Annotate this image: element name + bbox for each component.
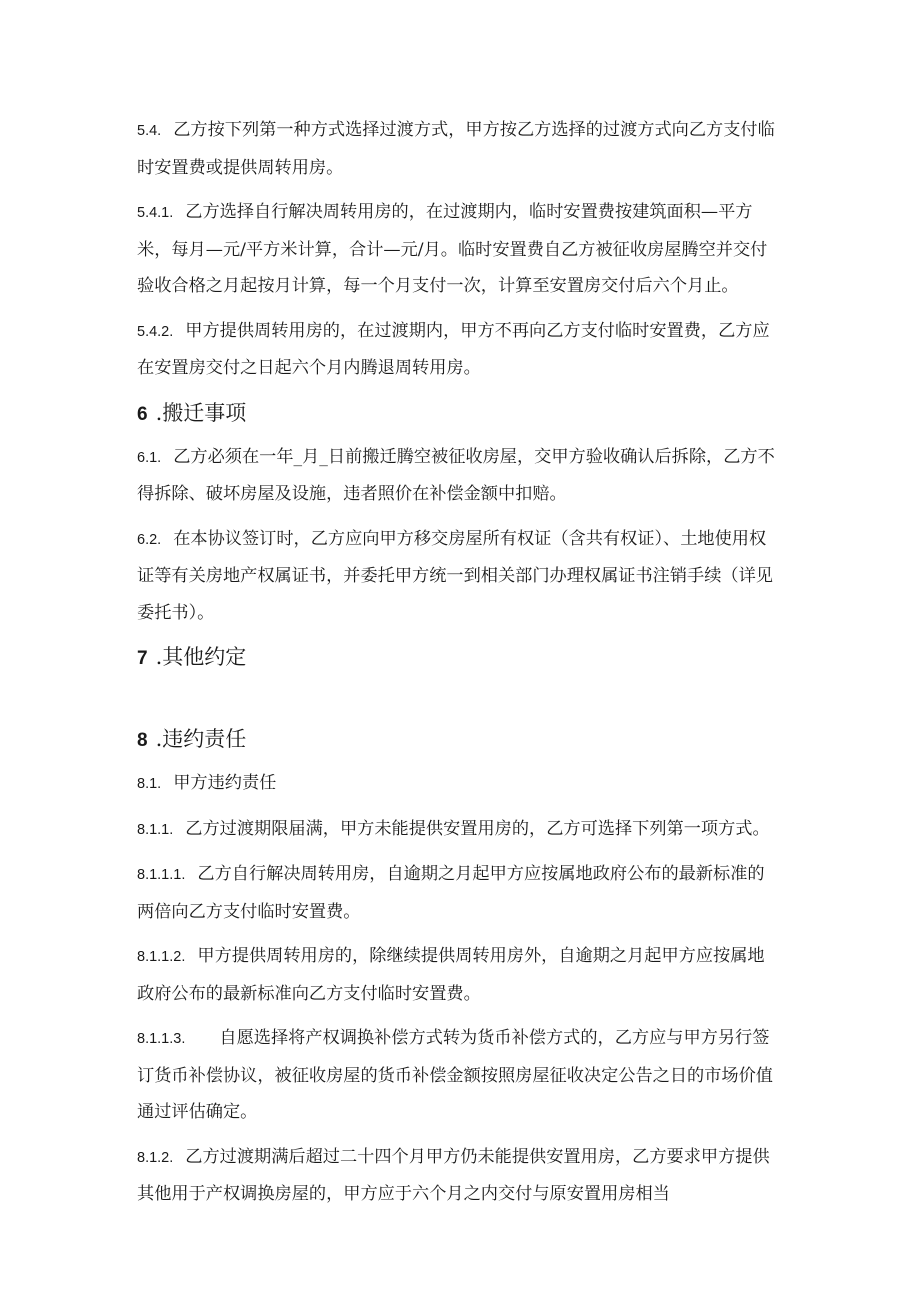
blank-space	[137, 683, 920, 721]
clause-number: 5.4.	[137, 123, 162, 139]
clause-text: 乙方自行解决周转用房，自逾期之月起甲方应按属地政府公布的最新标准的两倍向乙方支付临时安置费。	[137, 864, 765, 922]
clause-5-4-2	[137, 313, 777, 387]
section-title: .其他约定	[155, 645, 247, 669]
clause-5-4-1	[137, 194, 777, 305]
clause-text: 乙方选择自行解决周转用房的，在过渡期内，临时安置费按建筑面积—平方米，每月—元/平方米计算，合计—元/月。临时安置费自乙方被征收房屋腾空并交付验收合格之月起按月计算，每一个月支付一次，计算至安置房交付后六个月止。	[137, 202, 768, 296]
clause-8-1-1-1	[137, 856, 777, 930]
clause-text: 自愿选择将产权调换补偿方式转为货币补偿方式的，乙方应与甲方另行签订货币补偿协议，被征收房屋的货币补偿金额按照房屋征收决定公告之日的市场价值通过评估确定。	[137, 1028, 773, 1122]
section-number: 7	[137, 648, 148, 669]
section-heading-8	[137, 721, 777, 759]
section-heading-7	[137, 639, 777, 677]
section-title: .搬迁事项	[155, 400, 247, 425]
section-heading-6	[137, 395, 777, 433]
clause-8-1-1	[137, 811, 777, 849]
clause-text: 甲方提供周转用房的，在过渡期内，甲方不再向乙方支付临时安置费，乙方应在安置房交付之日起六个月内腾退周转用房。	[137, 320, 770, 378]
clause-number: 5.4.2.	[137, 323, 174, 340]
clause-number: 8.1.1.2.	[137, 949, 186, 965]
clause-8-1	[137, 765, 777, 803]
section-title: .违约责任	[155, 727, 247, 751]
clause-text: 甲方提供周转用房的，除继续提供周转用房外，自逾期之月起甲方应按属地政府公布的最新标准向乙方支付临时安置费。	[137, 946, 765, 1004]
clause-text: 乙方过渡期满后超过二十四个月甲方仍未能提供安置用房，乙方要求甲方提供其他用于产权调换房屋的，甲方应于六个月之内交付与原安置用房相当	[137, 1146, 770, 1204]
clause-number: 8.1.1.1.	[137, 867, 186, 883]
clause-number: 6.1.	[137, 449, 162, 466]
clause-number: 5.4.1.	[137, 205, 174, 221]
clause-text: 乙方必须在一年_月_日前搬迁腾空被征收房屋，交甲方验收确认后拆除，乙方不得拆除、破坏房屋及设施，违者照价在补偿金额中扣赔。	[137, 446, 775, 504]
clause-text: 在本协议签订时，乙方应向甲方移交房屋所有权证（含共有权证）、土地使用权证等有关房地产权属证书，并委托甲方统一到相关部门办理权属证书注销手续（详见委托书）。	[137, 528, 773, 623]
clause-text: 乙方按下列第一种方式选择过渡方式，甲方按乙方选择的过渡方式向乙方支付临时安置费或提供周转用房。	[137, 120, 775, 178]
clause-number: 8.1.	[137, 776, 162, 792]
clause-8-1-1-3	[137, 1020, 777, 1131]
clause-8-1-2	[137, 1139, 777, 1213]
clause-5-4	[137, 112, 777, 186]
clause-8-1-1-2	[137, 938, 777, 1012]
clause-number: 6.2.	[137, 531, 162, 548]
clause-text: 乙方过渡期限届满，甲方未能提供安置用房的，乙方可选择下列第一项方式。	[185, 818, 770, 839]
clause-number: 8.1.1.3.	[137, 1031, 186, 1047]
clause-6-1	[137, 439, 777, 513]
clause-number: 8.1.2.	[137, 1149, 174, 1166]
section-number: 6	[137, 403, 148, 425]
clause-6-2	[137, 521, 777, 632]
clause-text: 甲方违约责任	[173, 773, 277, 793]
clause-number: 8.1.1.	[137, 821, 174, 838]
section-number: 8	[137, 730, 148, 751]
